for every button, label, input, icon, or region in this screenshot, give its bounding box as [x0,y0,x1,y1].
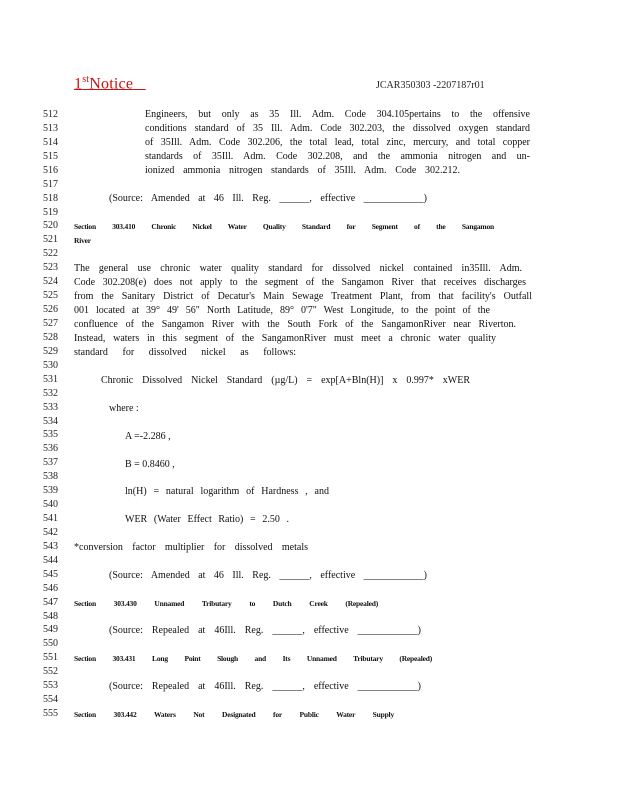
line-number: 524 [43,276,58,288]
conversion-footnote: *conversion factor multiplier for dissolved metals [74,542,308,553]
notice-word: Notice [89,75,134,93]
body-line-524: Code 302.208(e) does not apply to the segment of the Sangamon River that receives discharges [74,277,526,288]
body-line-529: standard for dissolved nickel as follows: [74,347,296,358]
line-number: 543 [43,540,58,552]
notice-heading [74,74,146,93]
line-number: 555 [43,708,58,719]
notice-sup: st [82,74,90,85]
line-number: 528 [43,331,58,343]
where-label: where : [109,403,139,414]
line-number: 539 [43,485,58,497]
wer-definition: WER (Water Effect Ratio) = 2.50 . [125,514,289,525]
line-number: 549 [43,624,58,636]
line-number: 516 [43,164,58,176]
line-number: 520 [43,220,58,232]
line-number: 548 [43,610,58,622]
section-heading-303-442: Section 303.442 Waters Not Designated for Public Water Supply [74,710,394,719]
body-line-528: Instead, waters in this segment of the SangamonRiver must meet a chronic water quality [74,333,496,344]
line-number: 527 [43,317,58,329]
line-number: 547 [43,596,58,608]
section-heading-303-430: Section 303.430 Unnamed Tributary to Dutch Creek (Repealed) [74,599,378,608]
line-number: 545 [43,568,58,580]
line-number: 554 [43,694,58,706]
line-number: 522 [43,248,58,260]
line-number: 530 [43,359,58,371]
line-number: 540 [43,499,58,510]
line-number: 525 [43,290,58,302]
constant-a: A =-2.286 , [125,431,171,442]
body-line-512: Engineers, but only as 35 Ill. Adm. Code 304.105pertains to the offensive [145,109,530,120]
line-number: 535 [43,429,58,441]
line-number: 529 [43,345,58,357]
body-line-527: confluence of the Sangamon River with the South Fork of the SangamonRiver near Riverton. [74,319,516,330]
line-number: 542 [43,526,58,538]
line-number: 538 [43,471,58,483]
line-number: 536 [43,443,58,455]
section-heading-303-410-cont: River [74,236,91,245]
source-note-545: (Source: Amended at 46 Ill. Reg. ______, effective ____________) [109,570,427,581]
line-number: 523 [43,262,58,274]
section-heading-303-410: Section 303.410 Chronic Nickel Water Quality Standard for Segment of the Sangamon [74,222,494,231]
section-heading-303-431: Section 303.431 Long Point Slough and Its Unnamed Tributary (Repealed) [74,654,432,663]
nickel-formula: Chronic Dissolved Nickel Standard (µg/L) = exp[A+Bln(H)] x 0.997* xWER [101,375,470,386]
body-line-513: conditions standard of 35 Ill. Adm. Code 302.203, the dissolved oxygen standard [145,123,530,134]
line-number: 541 [43,513,58,524]
line-number: 526 [43,304,58,315]
line-number: 544 [43,554,58,566]
notice-ordinal: 1 [74,75,83,93]
line-number: 550 [43,638,58,650]
line-number: 517 [43,178,58,190]
source-note-553: (Source: Repealed at 46Ill. Reg. ______, effective ____________) [109,681,421,692]
body-line-525: from the Sanitary District of Decatur's Main Sewage Treatment Plant, from that facility's Outfall [74,291,532,302]
constant-b: B = 0.8460 , [125,459,175,470]
body-line-523: The general use chronic water quality standard for dissolved nickel contained in35Ill. Adm. [74,263,522,274]
body-line-514: of 35Ill. Adm. Code 302.206, the total lead, total zinc, mercury, and total copper [145,137,530,148]
line-number: 552 [43,666,58,678]
line-number: 551 [43,652,58,664]
document-id: JCAR350303 -2207187r01 [376,80,485,91]
line-number: 515 [43,150,58,162]
body-line-526: 001 located at 39° 49' 56" North Latitude, 89° 0'7" West Longitude, to the point of the [74,305,490,316]
line-number: 534 [43,415,58,427]
line-number: 537 [43,457,58,469]
line-number: 512 [43,109,58,120]
body-line-516: ionized ammonia nitrogen standards of 35Ill. Adm. Code 302.212. [145,165,460,176]
line-number: 513 [43,122,58,134]
line-number: 553 [43,680,58,692]
line-number: 521 [43,234,58,246]
line-number: 546 [43,582,58,594]
body-line-515: standards of 35Ill. Adm. Code 302.208, and the ammonia nitrogen and un- [145,151,530,162]
line-number: 531 [43,373,58,385]
source-note-549: (Source: Repealed at 46Ill. Reg. ______, effective ____________) [109,625,421,636]
line-number: 519 [43,206,58,218]
line-number: 514 [43,136,58,148]
line-number: 518 [43,192,58,204]
source-note-518: (Source: Amended at 46 Ill. Reg. ______, effective ____________) [109,193,427,204]
line-number: 532 [43,387,58,399]
line-number: 533 [43,401,58,413]
ln-h-definition: ln(H) = natural logarithm of Hardness , and [125,486,329,497]
